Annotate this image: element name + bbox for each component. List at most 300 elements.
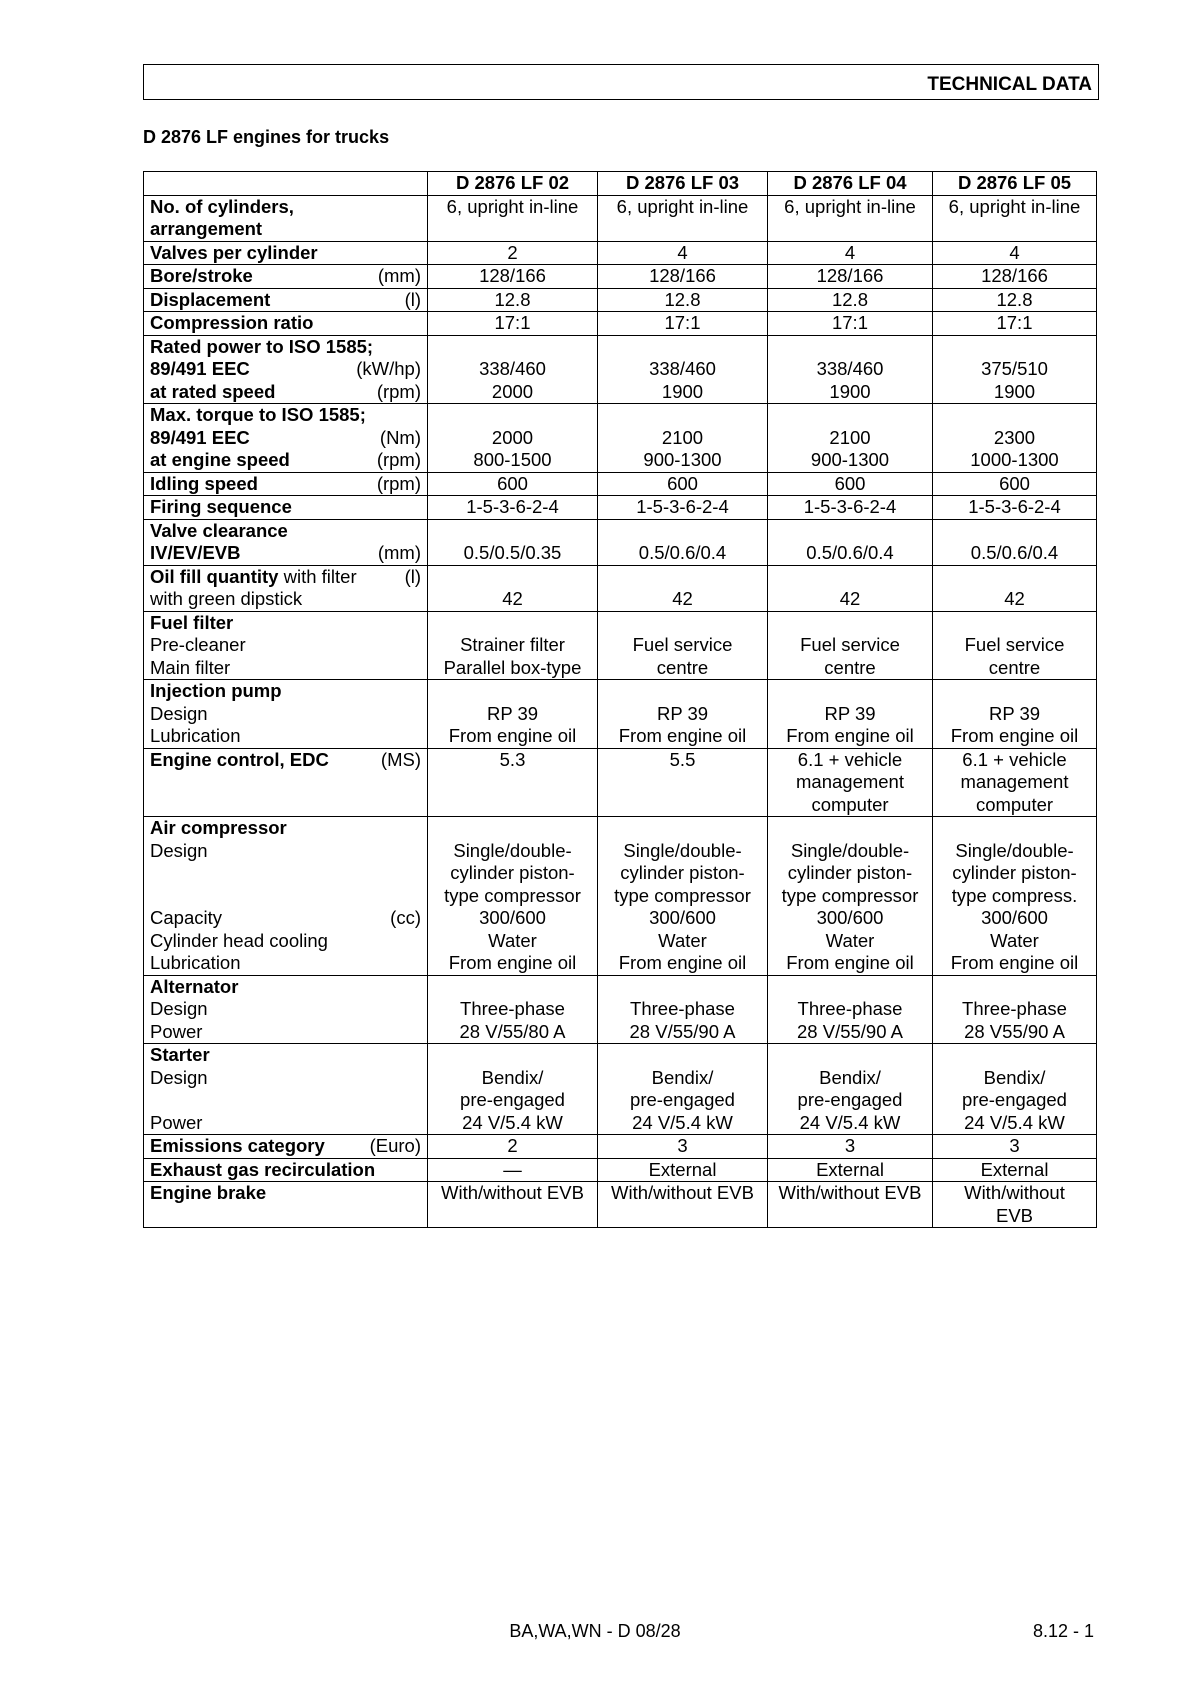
table-row	[144, 519, 1097, 565]
table-row	[144, 611, 1097, 680]
value-cell	[768, 288, 933, 312]
value-line	[434, 1044, 591, 1067]
value-cell	[933, 472, 1097, 496]
value-line: 28 V/55/90 A	[629, 1020, 736, 1042]
value-cell	[933, 195, 1097, 241]
value-cell	[768, 265, 933, 289]
value-cell	[598, 748, 768, 817]
value-cell	[428, 1044, 598, 1135]
value-line: cylinder piston-	[620, 862, 745, 883]
value-line	[939, 680, 1090, 703]
value-line: 0.5/0.6/0.4	[806, 542, 894, 563]
value-cell	[933, 288, 1097, 312]
value-cell	[598, 1135, 768, 1159]
value-line: Fuel service	[964, 634, 1065, 655]
value-line: 5.3	[499, 748, 526, 770]
value-cell	[428, 265, 598, 289]
label-line	[150, 196, 421, 219]
label-normal: Power	[150, 1111, 203, 1133]
label-text	[150, 196, 294, 219]
label-line	[150, 473, 421, 496]
table-row	[144, 748, 1097, 817]
row-label-cell	[144, 241, 428, 265]
value-line	[604, 336, 761, 359]
label-text	[150, 449, 290, 472]
value-cell	[933, 611, 1097, 680]
label-line	[150, 703, 421, 726]
unit-label: (mm)	[377, 265, 421, 286]
label-bold: IV/EV/EVB	[150, 542, 241, 563]
value-line: 3	[1009, 1135, 1020, 1156]
label-line	[150, 1067, 421, 1090]
value-line: Bendix/	[481, 1066, 544, 1088]
value-cell	[933, 404, 1097, 473]
value-line: cylinder piston-	[787, 862, 913, 883]
value-cell	[933, 748, 1097, 817]
table-row	[144, 265, 1097, 289]
row-label-cell	[144, 975, 428, 1044]
column-header: D 2876 LF 03	[598, 172, 768, 196]
label-line	[150, 336, 421, 359]
value-line: Single/double-	[955, 839, 1074, 861]
label-line	[150, 312, 421, 335]
value-cell	[428, 195, 598, 241]
label-bold: Air compressor	[150, 817, 287, 838]
label-bold: Valves per cylinder	[150, 241, 318, 263]
value-line	[434, 404, 591, 427]
label-bold: at rated speed	[150, 380, 276, 402]
value-cell	[768, 312, 933, 336]
value-line: 300/600	[479, 907, 546, 928]
value-line	[604, 1044, 761, 1067]
value-line: centre	[824, 656, 876, 678]
label-text	[150, 885, 155, 908]
value-line: 600	[999, 472, 1030, 494]
spec-table-body	[144, 195, 1097, 1228]
value-cell	[768, 472, 933, 496]
label-normal: Lubrication	[150, 952, 241, 973]
label-line	[150, 1089, 421, 1112]
value-line: 17:1	[664, 312, 701, 333]
value-line	[604, 976, 761, 999]
table-row	[144, 496, 1097, 520]
label-line	[150, 289, 421, 312]
label-normal: Design	[150, 998, 208, 1019]
value-line	[774, 817, 926, 840]
label-bold: Rated power to ISO 1585;	[150, 335, 374, 357]
value-line: pre-engaged	[630, 1089, 735, 1110]
label-normal: Cylinder head cooling	[150, 929, 328, 951]
table-row	[144, 241, 1097, 265]
label-normal: Lubrication	[150, 725, 241, 746]
label-line	[150, 265, 421, 288]
value-line: Fuel service	[632, 634, 733, 655]
value-line: Three-phase	[630, 998, 735, 1019]
label-text	[150, 1205, 155, 1228]
label-normal: Main filter	[150, 656, 231, 678]
value-line: 2000	[491, 426, 534, 448]
table-row	[144, 404, 1097, 473]
label-line	[150, 862, 421, 885]
label-normal: Design	[150, 1066, 208, 1088]
value-cell	[598, 288, 768, 312]
label-text	[150, 612, 233, 635]
label-line	[150, 952, 421, 975]
label-text	[150, 634, 246, 657]
table-row	[144, 335, 1097, 404]
label-text	[150, 952, 241, 975]
value-line: From engine oil	[950, 725, 1079, 746]
value-cell	[428, 1182, 598, 1228]
label-text	[150, 1089, 155, 1112]
unit-label: (kW/hp)	[356, 358, 421, 379]
value-line: 6.1 + vehicle	[962, 748, 1067, 770]
value-cell	[428, 335, 598, 404]
row-label-cell	[144, 817, 428, 976]
label-text	[150, 289, 270, 312]
label-text	[150, 1067, 208, 1090]
label-line	[150, 358, 421, 381]
value-line	[604, 612, 761, 635]
value-line: 2100	[661, 426, 704, 448]
value-cell	[428, 496, 598, 520]
table-row	[144, 195, 1097, 241]
table-header-row	[144, 172, 1097, 196]
label-text	[150, 703, 208, 726]
label-bold: Oil fill quantity	[150, 565, 279, 587]
value-line: 4	[1009, 241, 1020, 263]
label-bold: Max. torque to ISO 1585;	[150, 404, 366, 425]
value-line	[434, 612, 591, 635]
value-line: RP 39	[988, 702, 1041, 724]
value-line: type compressor	[614, 884, 751, 906]
row-label-cell	[144, 565, 428, 611]
value-line: 28 V/55/80 A	[459, 1020, 566, 1042]
table-row	[144, 565, 1097, 611]
value-line	[604, 680, 761, 703]
value-cell	[768, 335, 933, 404]
value-line: 2	[507, 1135, 518, 1156]
value-cell	[933, 519, 1097, 565]
label-line	[150, 404, 421, 427]
label-normal: Design	[150, 702, 208, 724]
value-cell	[768, 404, 933, 473]
value-line: pre-engaged	[460, 1089, 565, 1110]
value-cell	[428, 472, 598, 496]
label-bold: Displacement	[150, 288, 271, 310]
value-line: pre-engaged	[962, 1089, 1067, 1110]
label-text	[150, 657, 230, 680]
table-row	[144, 472, 1097, 496]
label-line	[150, 657, 421, 680]
value-cell	[933, 1044, 1097, 1135]
label-line	[150, 1021, 421, 1044]
label-line	[150, 976, 421, 999]
table-row	[144, 817, 1097, 976]
label-line	[150, 612, 421, 635]
value-cell	[768, 496, 933, 520]
value-line: 42	[1004, 588, 1025, 609]
label-line	[150, 218, 421, 241]
label-text	[150, 998, 208, 1021]
value-cell	[428, 975, 598, 1044]
value-cell	[768, 975, 933, 1044]
label-text	[150, 1112, 202, 1135]
label-bold: Injection pump	[150, 680, 282, 701]
table-row	[144, 1158, 1097, 1182]
value-cell	[933, 1182, 1097, 1228]
document-title: D 2876 LF engines for trucks	[143, 127, 390, 147]
label-text	[150, 680, 282, 703]
value-cell	[428, 1135, 598, 1159]
label-line	[150, 520, 421, 543]
label-bold: Engine control, EDC	[150, 748, 329, 770]
label-line	[150, 749, 421, 772]
value-line: 128/166	[649, 265, 716, 286]
row-label-cell	[144, 195, 428, 241]
label-normal: Design	[150, 839, 208, 861]
value-line: 2300	[993, 426, 1036, 448]
row-label-cell	[144, 748, 428, 817]
value-cell	[768, 519, 933, 565]
value-line: 17:1	[494, 312, 531, 333]
value-line: 2100	[829, 426, 871, 448]
label-line	[150, 1205, 421, 1228]
value-line: 0.5/0.6/0.4	[638, 542, 727, 563]
spec-table	[143, 171, 1097, 1228]
label-line	[150, 771, 421, 794]
label-text	[150, 496, 292, 519]
label-normal: Capacity	[150, 907, 222, 928]
value-cell	[768, 1135, 933, 1159]
label-line	[150, 427, 421, 450]
value-cell	[933, 265, 1097, 289]
value-line: 5.5	[669, 748, 696, 770]
value-line: 128/166	[816, 265, 884, 286]
value-line: Single/double-	[453, 839, 572, 861]
value-cell	[933, 565, 1097, 611]
value-line: Three-phase	[797, 998, 903, 1019]
value-cell	[768, 817, 933, 976]
value-line	[434, 520, 591, 543]
value-line: 12.8	[831, 288, 868, 310]
label-line	[150, 725, 421, 748]
value-cell	[598, 496, 768, 520]
value-line: Three-phase	[962, 998, 1067, 1019]
unit-label: (Nm)	[379, 426, 421, 448]
footer-page-number: 8.12 - 1	[1032, 1621, 1094, 1641]
value-line: 4	[677, 241, 688, 263]
value-cell	[933, 335, 1097, 404]
label-bold: Emissions category	[150, 1135, 325, 1156]
value-line: 1-5-3-6-2-4	[466, 496, 559, 517]
label-line	[150, 381, 421, 404]
label-normal: with green dipstick	[150, 588, 303, 609]
value-line: From engine oil	[448, 725, 577, 746]
value-cell	[598, 611, 768, 680]
value-line: cylinder piston-	[450, 862, 575, 883]
value-line: 2000	[491, 380, 534, 402]
label-bold: arrangement	[150, 218, 263, 239]
value-cell	[598, 335, 768, 404]
table-row	[144, 1135, 1097, 1159]
label-bold: 89/491 EEC	[150, 426, 250, 448]
value-line: 6, upright in-line	[446, 195, 579, 217]
value-cell	[598, 265, 768, 289]
value-line: From engine oil	[618, 952, 747, 973]
value-line: 28 V55/90 A	[964, 1020, 1065, 1042]
unit-label: (cc)	[390, 907, 421, 928]
label-text	[150, 542, 240, 565]
value-line: 24 V/5.4 kW	[799, 1111, 901, 1133]
value-line: Three-phase	[460, 998, 565, 1019]
label-text	[150, 520, 288, 543]
value-line	[434, 680, 591, 703]
value-line	[774, 1044, 926, 1067]
value-line: 17:1	[831, 312, 868, 333]
value-line	[774, 680, 926, 703]
label-text	[150, 976, 238, 999]
value-line: centre	[988, 656, 1041, 678]
label-line	[150, 566, 421, 589]
value-line: From engine oil	[448, 952, 577, 973]
label-text	[150, 473, 258, 496]
value-line	[939, 976, 1090, 999]
label-text	[150, 588, 302, 611]
label-bold: Alternator	[150, 975, 239, 997]
value-cell	[933, 680, 1097, 749]
label-line	[150, 496, 421, 519]
value-line: Single/double-	[623, 839, 742, 861]
value-line: 3	[844, 1135, 856, 1156]
label-line	[150, 1112, 421, 1135]
value-line: pre-engaged	[797, 1089, 903, 1110]
label-text	[150, 862, 155, 885]
row-label-cell	[144, 265, 428, 289]
row-label-cell	[144, 312, 428, 336]
value-line	[774, 404, 926, 427]
label-normal: Power	[150, 1020, 203, 1042]
value-cell	[598, 817, 768, 976]
value-line: 1-5-3-6-2-4	[803, 496, 897, 517]
value-cell	[598, 1182, 768, 1228]
value-line: management	[960, 771, 1069, 792]
value-line: Water	[990, 929, 1039, 951]
value-line	[604, 520, 761, 543]
label-normal: with filter	[278, 565, 357, 587]
label-text	[150, 1159, 375, 1182]
header-box	[143, 64, 1099, 100]
value-line	[939, 817, 1090, 840]
unit-label: (l)	[404, 288, 421, 310]
label-text	[150, 427, 250, 450]
label-text	[150, 749, 329, 772]
value-cell	[768, 748, 933, 817]
value-line: 12.8	[996, 288, 1033, 310]
value-line: 1000-1300	[970, 449, 1059, 470]
label-text	[150, 1182, 266, 1205]
value-cell	[933, 496, 1097, 520]
value-line	[434, 336, 591, 359]
value-cell	[768, 1158, 933, 1182]
value-line: 600	[497, 472, 528, 494]
value-cell	[598, 312, 768, 336]
label-bold: 89/491 EEC	[150, 358, 250, 379]
column-header: D 2876 LF 05	[933, 172, 1097, 196]
value-cell	[933, 1158, 1097, 1182]
value-line: Bendix/	[983, 1066, 1046, 1088]
value-cell	[428, 611, 598, 680]
value-line	[774, 976, 926, 999]
value-line: Strainer filter	[460, 634, 565, 655]
label-bold: Engine brake	[150, 1182, 267, 1203]
value-cell	[428, 288, 598, 312]
value-line: 1900	[829, 380, 871, 402]
label-text	[150, 312, 313, 335]
label-text	[150, 242, 318, 265]
row-label-cell	[144, 288, 428, 312]
row-label-cell	[144, 680, 428, 749]
unit-label: (rpm)	[376, 472, 421, 494]
value-line: computer	[975, 793, 1054, 815]
value-line: EVB	[995, 1204, 1034, 1226]
label-text	[150, 218, 262, 241]
value-line	[939, 566, 1090, 589]
value-line: 6, upright in-line	[948, 195, 1081, 217]
value-line: type compressor	[444, 884, 581, 906]
value-line: 338/460	[816, 358, 884, 379]
label-line	[150, 680, 421, 703]
row-label-cell	[144, 1044, 428, 1135]
footer-doc-code: BA,WA,WN - D 08/28	[509, 1621, 681, 1641]
value-line	[434, 566, 591, 589]
value-line: 0.5/0.5/0.35	[463, 542, 562, 563]
value-line: 375/510	[981, 358, 1048, 379]
label-bold: No. of cylinders,	[150, 195, 294, 217]
value-line: External	[648, 1158, 717, 1180]
row-label-cell	[144, 1182, 428, 1228]
value-line: External	[816, 1158, 884, 1180]
value-cell	[933, 1135, 1097, 1159]
label-text	[150, 930, 328, 953]
value-cell	[933, 312, 1097, 336]
label-bold: Fuel filter	[150, 611, 234, 633]
value-cell	[428, 680, 598, 749]
value-line: type compress.	[951, 884, 1078, 906]
value-line	[939, 1044, 1090, 1067]
value-line	[604, 566, 761, 589]
value-cell	[428, 241, 598, 265]
value-cell	[768, 195, 933, 241]
value-line: 6, upright in-line	[784, 195, 916, 217]
label-line	[150, 449, 421, 472]
value-line: 24 V/5.4 kW	[964, 1111, 1065, 1133]
label-bold: Bore/stroke	[150, 265, 253, 286]
section-title: TECHNICAL DATA	[927, 74, 1092, 95]
column-header: D 2876 LF 02	[428, 172, 598, 196]
label-line	[150, 242, 421, 265]
value-line: Bendix/	[651, 1066, 714, 1088]
value-line: 24 V/5.4 kW	[462, 1111, 563, 1133]
value-line: From engine oil	[786, 952, 914, 973]
value-line: From engine oil	[950, 952, 1079, 973]
value-line: With/without EVB	[611, 1182, 754, 1203]
unit-label: (MS)	[380, 748, 421, 770]
value-line: 1-5-3-6-2-4	[968, 496, 1061, 517]
value-line: With/without EVB	[441, 1182, 584, 1203]
value-line: 300/600	[816, 907, 884, 928]
row-label-cell	[144, 519, 428, 565]
